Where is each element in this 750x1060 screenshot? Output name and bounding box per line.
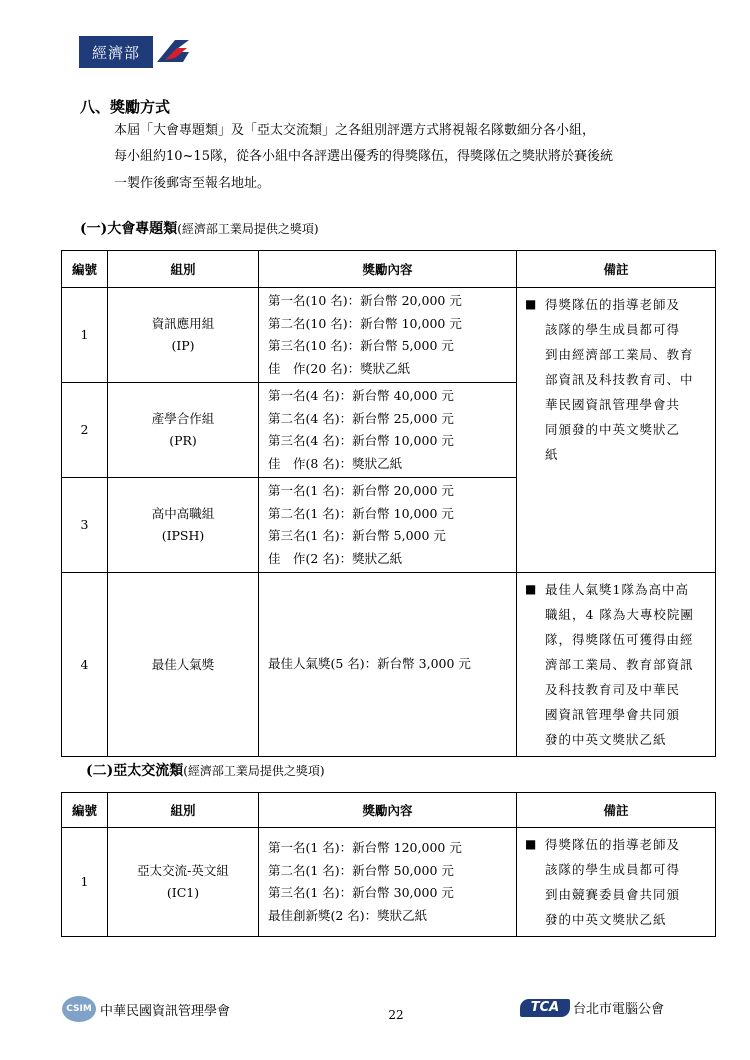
note-line: 發的中英文獎狀乙紙 xyxy=(545,732,667,747)
row-group xyxy=(108,383,259,478)
table2-title-main: (二)亞太交流類 xyxy=(86,763,184,779)
group-code: (IC1) xyxy=(166,885,200,900)
note-line: 最佳人氣獎1隊為高中高 xyxy=(545,582,689,597)
award-line: 最佳人氣獎(5 名)：新台幣 3,000 元 xyxy=(268,656,471,672)
note-line: 到由競賽委員會共同頒 xyxy=(545,887,681,902)
group-name: 最佳人氣獎 xyxy=(151,656,215,672)
footer-right xyxy=(520,998,664,1017)
award-line: 第一名(1 名)：新台幣 120,000 元 xyxy=(268,840,462,855)
note-line: 該隊的學生成員都可得 xyxy=(545,862,681,877)
tca-logo-icon: TCA xyxy=(520,999,570,1017)
group-name: 產學合作組 xyxy=(151,411,215,426)
paragraph-line: 每小組約10~15隊，從各小組中各評選出優秀的得獎隊伍，得獎隊伍之獎狀將於賽後統 xyxy=(114,149,613,164)
row-group xyxy=(108,478,259,573)
row-number: 4 xyxy=(62,573,108,757)
group-name: 資訊應用組 xyxy=(151,316,215,331)
bullet-square: ■ xyxy=(525,837,537,851)
award-line: 第二名(1 名)：新台幣 10,000 元 xyxy=(268,505,454,521)
row-awards xyxy=(259,288,517,383)
header-notes: 備註 xyxy=(517,793,716,828)
table1-title-main: (一)大會專題類 xyxy=(80,221,178,237)
table-row xyxy=(62,573,716,757)
note-line: 發的中英文獎狀乙紙 xyxy=(545,912,667,927)
ministry-logo xyxy=(79,36,193,68)
award-line: 第二名(4 名)：新台幣 25,000 元 xyxy=(268,410,454,426)
note-line: 到由經濟部工業局、教育 xyxy=(545,347,694,362)
table-row xyxy=(62,288,716,383)
ministry-logo-icon xyxy=(153,36,193,68)
award-line: 第一名(1 名)：新台幣 20,000 元 xyxy=(268,483,454,498)
table1-title xyxy=(80,218,319,238)
table1-title-note: (經濟部工業局提供之獎項) xyxy=(177,222,319,236)
awards-table-asia-pacific xyxy=(61,792,716,937)
row-awards xyxy=(259,828,517,937)
paragraph-line: 一製作後郵寄至報名地址。 xyxy=(114,176,271,191)
table-row xyxy=(62,828,716,937)
note-line: 及科技教育司及中華民 xyxy=(545,682,681,697)
award-line: 最佳創新獎(2 名)：獎狀乙紙 xyxy=(268,907,428,923)
table2-title xyxy=(86,760,325,780)
header-group: 組別 xyxy=(108,793,259,828)
group-code: (IP) xyxy=(171,338,195,353)
row-number: 1 xyxy=(62,828,108,937)
award-line: 佳 作(2 名)：獎狀乙紙 xyxy=(268,550,403,566)
award-line: 第三名(1 名)：新台幣 30,000 元 xyxy=(268,885,454,900)
header-notes: 備註 xyxy=(517,251,716,288)
header-awards: 獎勵內容 xyxy=(259,793,517,828)
award-line: 佳 作(20 名)：獎狀乙紙 xyxy=(268,360,411,376)
note-line: 隊，得獎隊伍可獲得由經 xyxy=(545,632,694,647)
header-awards: 獎勵內容 xyxy=(259,251,517,288)
table2-title-note: (經濟部工業局提供之獎項) xyxy=(183,764,325,778)
award-line: 第三名(4 名)：新台幣 10,000 元 xyxy=(268,433,454,448)
award-line: 第三名(1 名)：新台幣 5,000 元 xyxy=(268,528,446,543)
section-title: 八、獎勵方式 xyxy=(80,98,171,116)
note-line: 紙 xyxy=(545,447,559,462)
row-number: 1 xyxy=(62,288,108,383)
header-group: 組別 xyxy=(108,251,259,288)
page-number: 22 xyxy=(388,1008,404,1022)
note-line: 得獎隊伍的指導老師及 xyxy=(545,837,681,852)
row-number: 3 xyxy=(62,478,108,573)
row-awards xyxy=(259,383,517,478)
note-line: 該隊的學生成員都可得 xyxy=(545,322,681,337)
row-group xyxy=(108,828,259,937)
award-line: 第一名(10 名)：新台幣 20,000 元 xyxy=(268,293,462,308)
table-header-row xyxy=(62,793,716,828)
ministry-logo-text: 經濟部 xyxy=(79,36,153,68)
note-line: 部資訊及科技教育司、中 xyxy=(545,372,694,387)
group-name: 亞太交流-英文組 xyxy=(137,863,229,878)
notes-cell xyxy=(517,828,716,937)
note-text xyxy=(545,577,694,752)
bullet-square: ■ xyxy=(525,582,537,596)
note-text xyxy=(545,832,680,932)
award-line: 第一名(4 名)：新台幣 40,000 元 xyxy=(268,388,454,403)
note-text xyxy=(545,292,694,467)
award-line: 第三名(10 名)：新台幣 5,000 元 xyxy=(268,338,454,353)
awards-table-conference xyxy=(61,250,716,757)
footer-left-text: 中華民國資訊管理學會 xyxy=(100,1003,231,1019)
bullet-square: ■ xyxy=(525,297,537,311)
footer-right-text: 台北市電腦公會 xyxy=(573,1002,665,1017)
row-awards xyxy=(259,573,517,757)
row-group xyxy=(108,288,259,383)
footer-left xyxy=(62,996,230,1022)
award-line: 第二名(1 名)：新台幣 50,000 元 xyxy=(268,862,454,878)
notes-cell xyxy=(517,288,716,573)
header-number: 編號 xyxy=(62,251,108,288)
header-number: 編號 xyxy=(62,793,108,828)
row-number: 2 xyxy=(62,383,108,478)
group-name: 高中高職組 xyxy=(151,506,215,521)
award-line: 第二名(10 名)：新台幣 10,000 元 xyxy=(268,315,462,331)
csim-logo-icon: CSIM xyxy=(62,996,96,1022)
note-line: 職組，4 隊為大專校院團 xyxy=(545,607,694,622)
award-line: 佳 作(8 名)：獎狀乙紙 xyxy=(268,455,403,471)
note-line: 華民國資訊管理學會共 xyxy=(545,397,681,412)
row-group xyxy=(108,573,259,757)
group-code: (IPSH) xyxy=(161,528,205,543)
notes-cell xyxy=(517,573,716,757)
row-awards xyxy=(259,478,517,573)
note-line: 國資訊管理學會共同頒 xyxy=(545,707,681,722)
note-line: 同頒發的中英文獎狀乙 xyxy=(545,422,681,437)
note-line: 得獎隊伍的指導老師及 xyxy=(545,297,681,312)
paragraph-line: 本屆「大會專題類」及「亞太交流類」之各組別評選方式將視報名隊數細分各小組， xyxy=(114,123,596,138)
note-line: 濟部工業局、教育部資訊 xyxy=(545,657,694,672)
group-code: (PR) xyxy=(169,433,197,448)
table-header-row xyxy=(62,251,716,288)
